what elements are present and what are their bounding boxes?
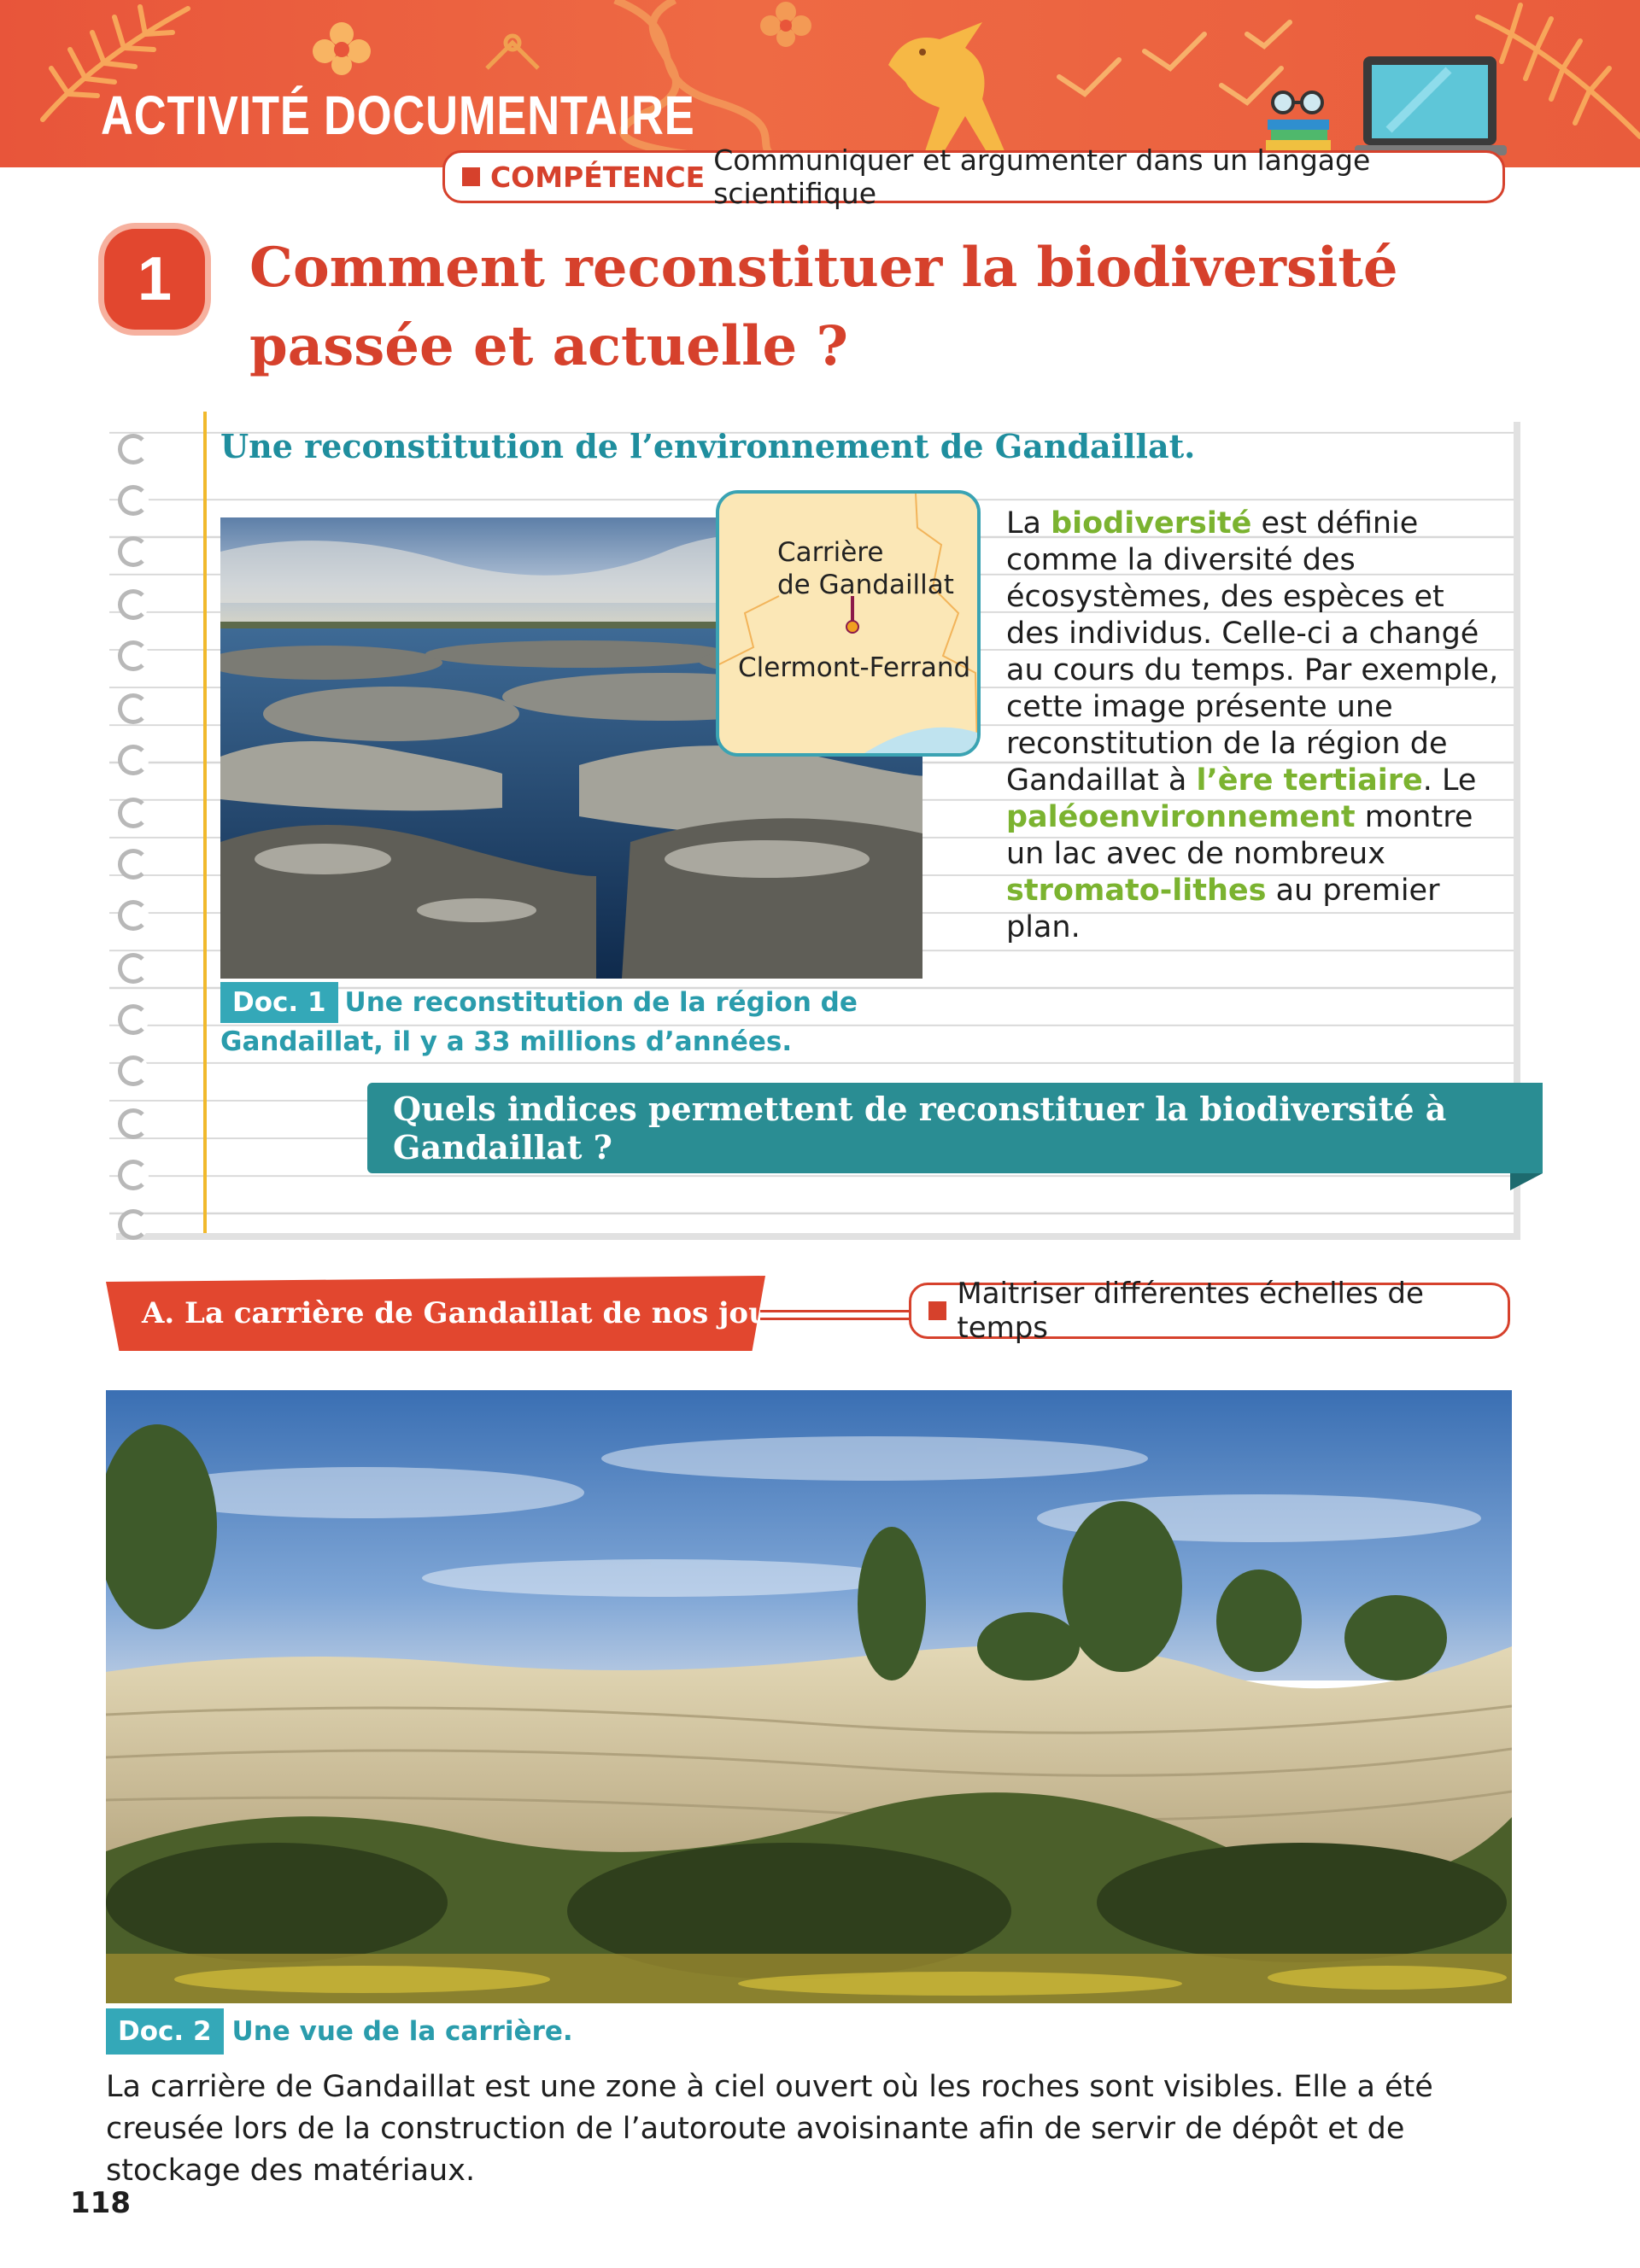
map-label-quarry [777,536,954,601]
map-label-quarry-line2: de Gandaillat [777,570,954,600]
spiral-ring-icon [118,1209,149,1240]
para-text: montre un lac avec de nombreux [1006,800,1473,871]
spiral-ring-icon [118,536,149,567]
competence-label: COMPÉTENCE [489,160,706,194]
spiral-ring-icon [118,953,149,984]
quarry-description: La carrière de Gandaillat est une zone à ciel ouvert où les roches sont visibles. Elle a été creusée lors de la construction de l’autoroute avoisinante afin de servir de dépôt et de stockage des matériaux. [106,2070,1433,2188]
skill-pill [909,1277,1510,1345]
spiral-ring-icon [118,1160,149,1190]
spiral-ring-icon [118,900,149,931]
spiral-ring-icon [118,745,149,775]
header-banner [0,0,1640,167]
keyword-biodiversite: biodiversité [1051,506,1252,541]
doc2-caption-text: Une vue de la carrière. [231,2016,573,2047]
spiral-ring-icon [118,849,149,880]
spiral-ring-icon [118,1055,149,1086]
question-fold-decoration [1510,1173,1543,1190]
notebook-heading: Une reconstitution de l’environnement de Gandaillat. [220,427,1196,465]
flower-icon [308,17,376,77]
map-label-quarry-line1: Carrière [777,537,884,568]
doc2-tag: Doc. 2 [106,2008,224,2055]
para-text: La [1006,506,1051,541]
map-marker-icon [842,596,863,656]
keyword-ere-tertiaire: l’ère tertiaire [1196,763,1423,798]
para-text: au premier plan. [1006,874,1440,944]
spiral-ring-icon [118,798,149,828]
spiral-ring-icon [118,1108,149,1139]
spiral-ring-icon [118,434,149,465]
connector-line [760,1310,911,1320]
flower-outline-icon [752,0,820,51]
section-a-title: A. La carrière de Gandaillat de nos jours [142,1296,801,1330]
spiral-ring-icon [118,589,149,620]
notebook-margin-line [203,412,207,1233]
question-banner: Quels indices permettent de reconstituer la biodiversité à Gandaillat ? [367,1083,1543,1173]
spiral-ring-icon [118,1004,149,1035]
doc2-caption [106,2008,573,2055]
page-title: Comment reconstituer la biodiversité passée et actuelle ? [249,236,1398,378]
seed-icon [478,26,547,77]
square-bullet-icon [928,1301,946,1320]
banner-title: ACTIVITÉ DOCUMENTAIRE [101,85,695,146]
doc2-quarry-photo [106,1390,1512,2003]
skill-text: Maitriser différentes échelles de temps [957,1277,1424,1345]
square-bullet-icon [462,167,480,186]
keyword-paleoenvironnement: paléoenvironnement [1006,800,1356,834]
keyword-stromatolithes: stromato-lithes [1006,874,1267,908]
activity-number-badge: 1 [104,229,205,330]
para-text: . Le [1422,763,1477,798]
map-label-city: Clermont-Ferrand [738,652,971,683]
competence-pill [442,143,1505,210]
biodiversity-paragraph [1006,506,1502,946]
doc1-caption [220,982,989,1061]
competence-text: Communiquer et argumenter dans un langage scientifique [713,143,1371,210]
fern-right-icon [1469,0,1640,162]
spiral-ring-icon [118,640,149,671]
spiral-ring-icon [118,693,149,724]
doc1-tag: Doc. 1 [220,982,338,1023]
page-number: 118 [70,2186,131,2220]
spiral-ring-icon [118,485,149,516]
doc1-caption-text: Une reconstitution de la région de Gandaillat, il y a 33 millions d’années. [220,987,858,1057]
books-glasses-icon [1264,77,1332,154]
para-text: est définie comme la diversité des écosystèmes, des espèces et des individus. Celle-ci a changé au cours du temps. Par exemple, cette image présente une reconstitution de la région de Gandaillat à [1006,506,1499,798]
